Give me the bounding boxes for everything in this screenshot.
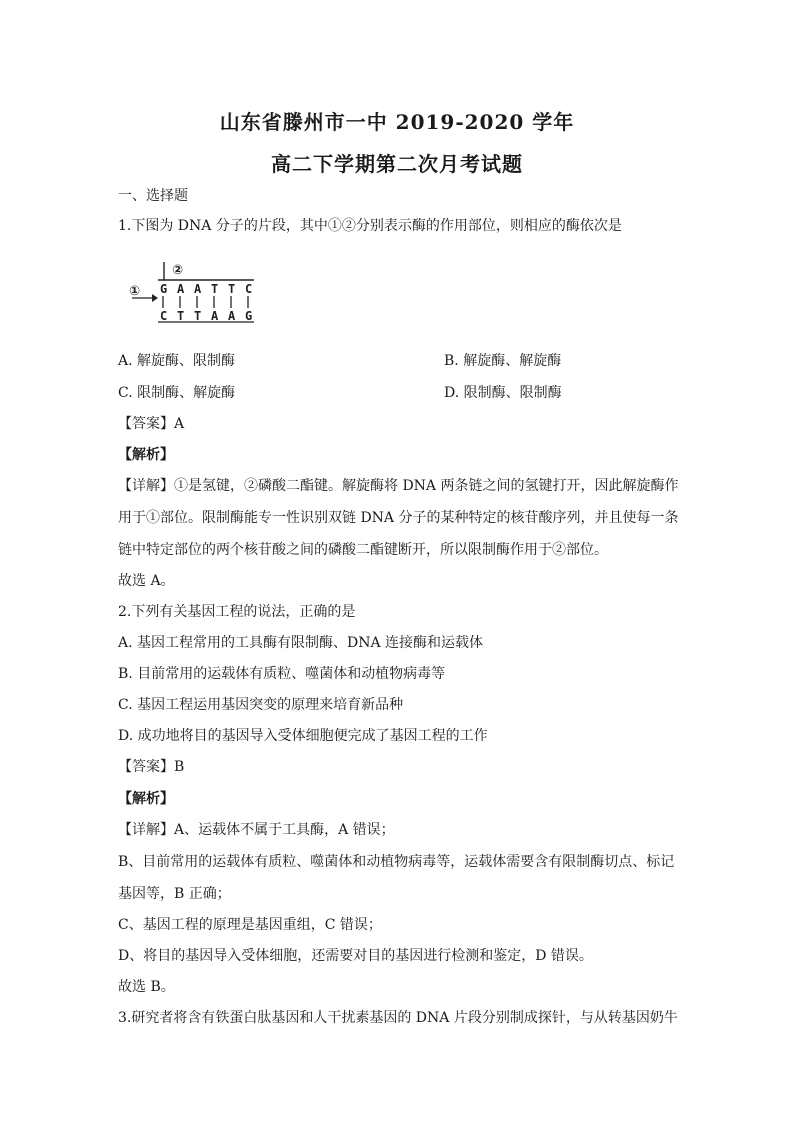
- q1-detail-line-2: 用于①部位。限制酶能专一性识别双链 DNA 分子的某种特定的核苷酸序列，并且使每一条: [118, 510, 679, 526]
- dna-fragment-figure: [128, 258, 268, 330]
- q2-detail-line-3: 基因等，B 正确；: [118, 886, 231, 902]
- bottom-base-6: G: [245, 309, 253, 323]
- q2-stem: 2.下列有关基因工程的说法，正确的是: [118, 604, 356, 620]
- bottom-base-3: T: [194, 309, 202, 323]
- q1-detail-line-1: 【详解】①是氢键，②磷酸二酯键。解旋酶将 DNA 两条链之间的氢键打开，因此解旋酶作: [118, 478, 679, 494]
- marker-2-label: ②: [172, 263, 184, 278]
- q2-detail-line-2: B、目前常用的运载体有质粒、噬菌体和动植物病毒等，运载体需要含有限制酶切点、标记: [118, 854, 675, 870]
- section-heading: 一、选择题: [118, 188, 188, 204]
- q1-option-b: B. 解旋酶、解旋酶: [444, 353, 562, 369]
- top-base-5: T: [228, 282, 236, 296]
- q1-conclusion: 故选 A。: [118, 573, 175, 589]
- q2-option-d: D. 成功地将目的基因导入受体细胞便完成了基因工程的工作: [118, 728, 488, 744]
- q2-detail-line-1: 【详解】A、运载体不属于工具酶，A 错误；: [118, 822, 395, 838]
- q1-detail-line-3: 链中特定部位的两个核苷酸之间的磷酸二酯键断开，所以限制酶作用于②部位。: [118, 542, 608, 558]
- q3-stem: 3.研究者将含有铁蛋白肽基因和人干扰素基因的 DNA 片段分别制成探针，与从转基因奶牛: [118, 1010, 678, 1026]
- q1-analysis-title: 【解析】: [118, 447, 174, 463]
- top-base-4: T: [211, 282, 219, 296]
- q1-stem: 1.下图为 DNA 分子的片段，其中①②分别表示酶的作用部位，则相应的酶依次是: [118, 218, 622, 234]
- document-title-line-1: 山东省滕州市一中 2019-2020 学年: [219, 110, 575, 134]
- q2-option-b: B. 目前常用的运载体有质粒、噬菌体和动植物病毒等: [118, 666, 446, 682]
- q1-option-a: A. 解旋酶、限制酶: [118, 353, 236, 369]
- q2-option-c: C. 基因工程运用基因突变的原理来培育新品种: [118, 697, 404, 713]
- q1-answer: 【答案】A: [118, 416, 185, 432]
- bottom-base-2: T: [177, 309, 185, 323]
- bottom-base-5: A: [228, 309, 236, 323]
- q2-answer: 【答案】B: [118, 759, 185, 775]
- hydrogen-bonds: [163, 296, 248, 308]
- bottom-base-4: A: [211, 309, 219, 323]
- q2-analysis-title: 【解析】: [118, 791, 174, 807]
- q1-option-c: C. 限制酶、解旋酶: [118, 385, 236, 401]
- q2-detail-line-4: C、基因工程的原理是基因重组，C 错误；: [118, 917, 382, 933]
- arrow-1-head: [152, 294, 158, 302]
- q1-option-d: D. 限制酶、限制酶: [444, 385, 562, 401]
- top-base-2: A: [177, 282, 185, 296]
- document-title-line-2: 高二下学期第二次月考试题: [271, 152, 523, 176]
- q2-conclusion: 故选 B。: [118, 979, 175, 995]
- q2-option-a: A. 基因工程常用的工具酶有限制酶、DNA 连接酶和运载体: [118, 635, 484, 651]
- q2-detail-line-5: D、将目的基因导入受体细胞，还需要对目的基因进行检测和鉴定，D 错误。: [118, 948, 593, 964]
- top-base-1: G: [160, 282, 168, 296]
- top-base-6: C: [245, 282, 253, 296]
- top-base-3: A: [194, 282, 202, 296]
- marker-1-label: ①: [129, 284, 141, 299]
- bottom-base-1: C: [160, 309, 168, 323]
